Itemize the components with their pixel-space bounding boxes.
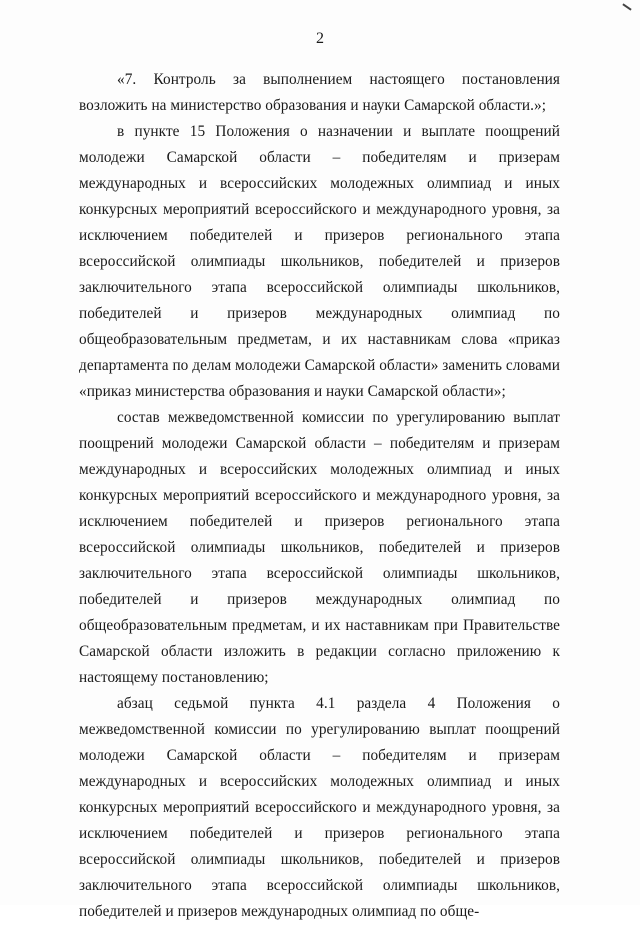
page-number: 2: [316, 30, 324, 47]
document-body: [79, 67, 560, 925]
paragraph-section-4-1: абзац седьмой пункта 4.1 раздела 4 Положения о межведомственной комиссии по урегулированию выплат поощрений молодежи Самарской области – победителям и призерам международных и всероссийских молодежных олимпиад и иных конкурсных мероприятий всероссийского и международного уровня, за исключением победителей и призеров регионального этапа всероссийской олимпиады школьников, победителей и призеров заключительного этапа всероссийской олимпиады школьников, победителей и призеров международных олимпиад по обще-: [79, 695, 560, 920]
paragraph-point-15: в пункте 15 Положения о назначении и выплате поощрений молодежи Самарской области – победителям и призерам международных и всероссийских молодежных олимпиад и иных конкурсных мероприятий всероссийского и международного уровня, за исключением победителей и призеров регионального этапа всероссийской олимпиады школьников, победителей и призеров заключительного этапа всероссийской олимпиады школьников, победителей и призеров международных олимпиад по общеобразовательным предметам, и их наставникам слова «приказ департамента по делам молодежи Самарской области» заменить словами «приказ министерства образования и науки Самарской области»;: [79, 123, 560, 400]
paragraph-item-7: «7. Контроль за выполнением настоящего постановления возложить на министерство образования и науки Самарской области.»;: [79, 71, 560, 114]
scan-artifact: [622, 3, 631, 10]
paragraph-commission-composition: состав межведомственной комиссии по урегулированию выплат поощрений молодежи Самарской области – победителям и призерам международных и всероссийских молодежных олимпиад и иных конкурсных мероприятий всероссийского и международного уровня, за исключением победителей и призеров регионального этапа всероссийской олимпиады школьников, победителей и призеров заключительного этапа всероссийской олимпиады школьников, победителей и призеров международных олимпиад по общеобразовательным предметам, и их наставникам при Правительстве Самарской области изложить в редакции согласно приложению к настоящему постановлению;: [79, 409, 560, 686]
